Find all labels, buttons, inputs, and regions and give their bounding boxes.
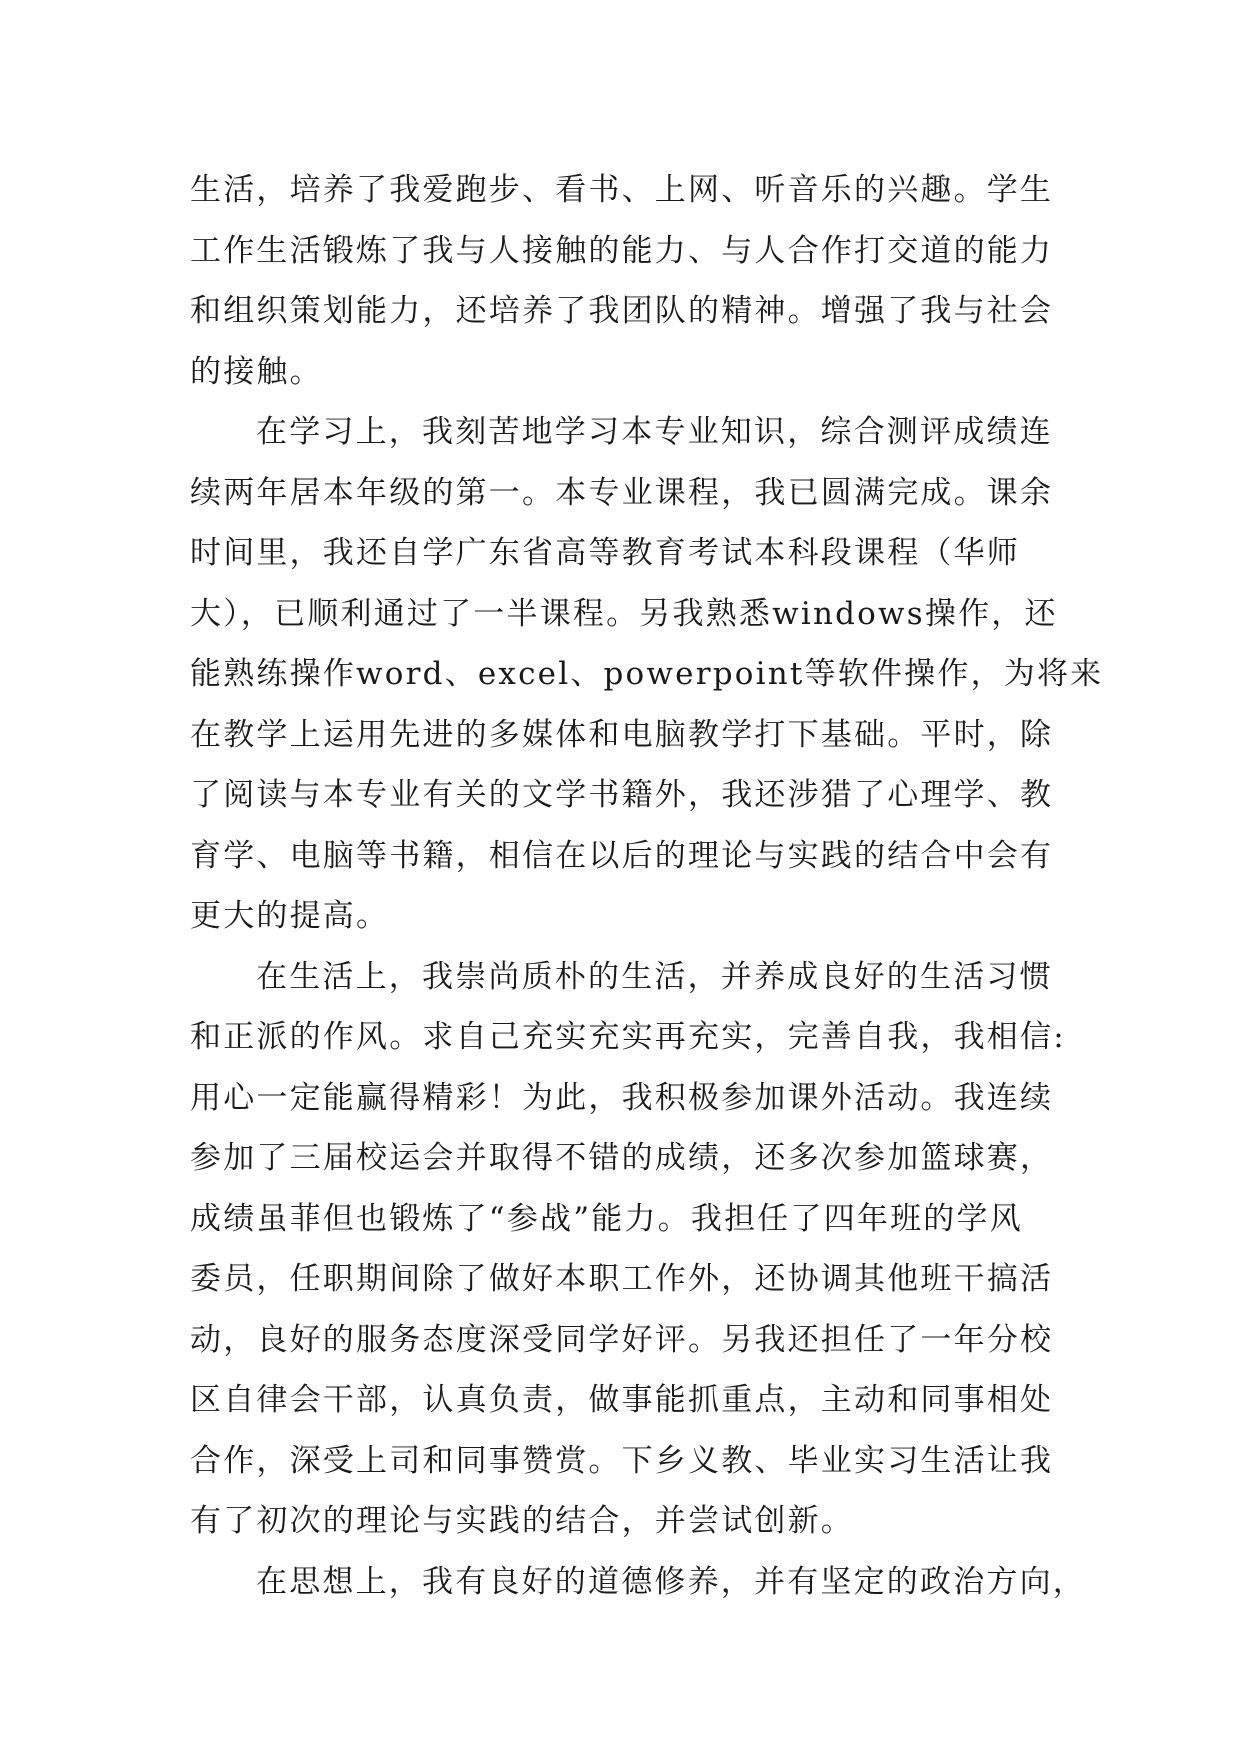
- text-line: 合作，深受上司和同事赞赏。下乡义教、毕业实习生活让我: [190, 1442, 1054, 1479]
- text-line: 在生活上，我崇尚质朴的生活，并养成良好的生活习惯: [256, 958, 1053, 995]
- text-line: 的接触。: [190, 353, 323, 390]
- text-line: 有了初次的理论与实践的结合，并尝试创新。: [190, 1503, 854, 1539]
- document-body: [190, 160, 1104, 1612]
- text-line: 在学习上，我刻苦地学习本专业知识，综合测评成绩连: [256, 414, 1053, 450]
- paragraph-life: [190, 947, 1066, 1552]
- text-line: 和正派的作风。求自己充实充实再充实，完善自我，我相信:: [190, 1019, 1066, 1055]
- text-line: 用心一定能赢得精彩！为此，我积极参加课外活动。我连续: [190, 1079, 1054, 1116]
- text-line: 工作生活锻炼了我与人接触的能力、与人合作打交道的能力: [190, 232, 1054, 269]
- text-line: 在教学上运用先进的多媒体和电脑教学打下基础。平时，除: [190, 716, 1054, 753]
- text-line: 育学、电脑等书籍，相信在以后的理论与实践的结合中会有: [190, 837, 1054, 874]
- text-line: 更大的提高。: [190, 898, 390, 934]
- text-line: 成绩虽菲但也锻炼了“参战”能力。我担任了四年班的学风: [190, 1200, 1023, 1237]
- paragraph-thought: [190, 1552, 1086, 1613]
- text-line: 动，良好的服务态度深受同学好评。另我还担任了一年分校: [190, 1321, 1054, 1358]
- paragraph-study: [190, 402, 1104, 947]
- text-line: 和组织策划能力，还培养了我团队的精神。增强了我与社会: [190, 293, 1054, 329]
- text-line: 参加了三届校运会并取得不错的成绩，还多次参加篮球赛，: [190, 1140, 1054, 1176]
- text-line: 时间里，我还自学广东省高等教育考试本科段课程（华师: [190, 535, 1020, 571]
- text-line: 委员，任职期间除了做好本职工作外，还协调其他班干搞活: [190, 1261, 1054, 1297]
- text-line: 生活，培养了我爱跑步、看书、上网、听音乐的兴趣。学生: [190, 172, 1054, 208]
- text-line: 大），已顺利通过了一半课程。另我熟悉windows操作，还: [190, 595, 1058, 632]
- text-line: 区自律会干部，认真负责，做事能抓重点，主动和同事相处: [190, 1382, 1054, 1418]
- paragraph-1: [190, 160, 1054, 402]
- text-line: 在思想上，我有良好的道德修养，并有坚定的政治方向，: [256, 1563, 1086, 1600]
- text-line: 续两年居本年级的第一。本专业课程，我已圆满完成。课余: [190, 474, 1054, 511]
- text-line: 能熟练操作word、excel、powerpoint等软件操作，为将来: [190, 656, 1104, 692]
- text-line: 了阅读与本专业有关的文学书籍外，我还涉猎了心理学、教: [190, 777, 1054, 813]
